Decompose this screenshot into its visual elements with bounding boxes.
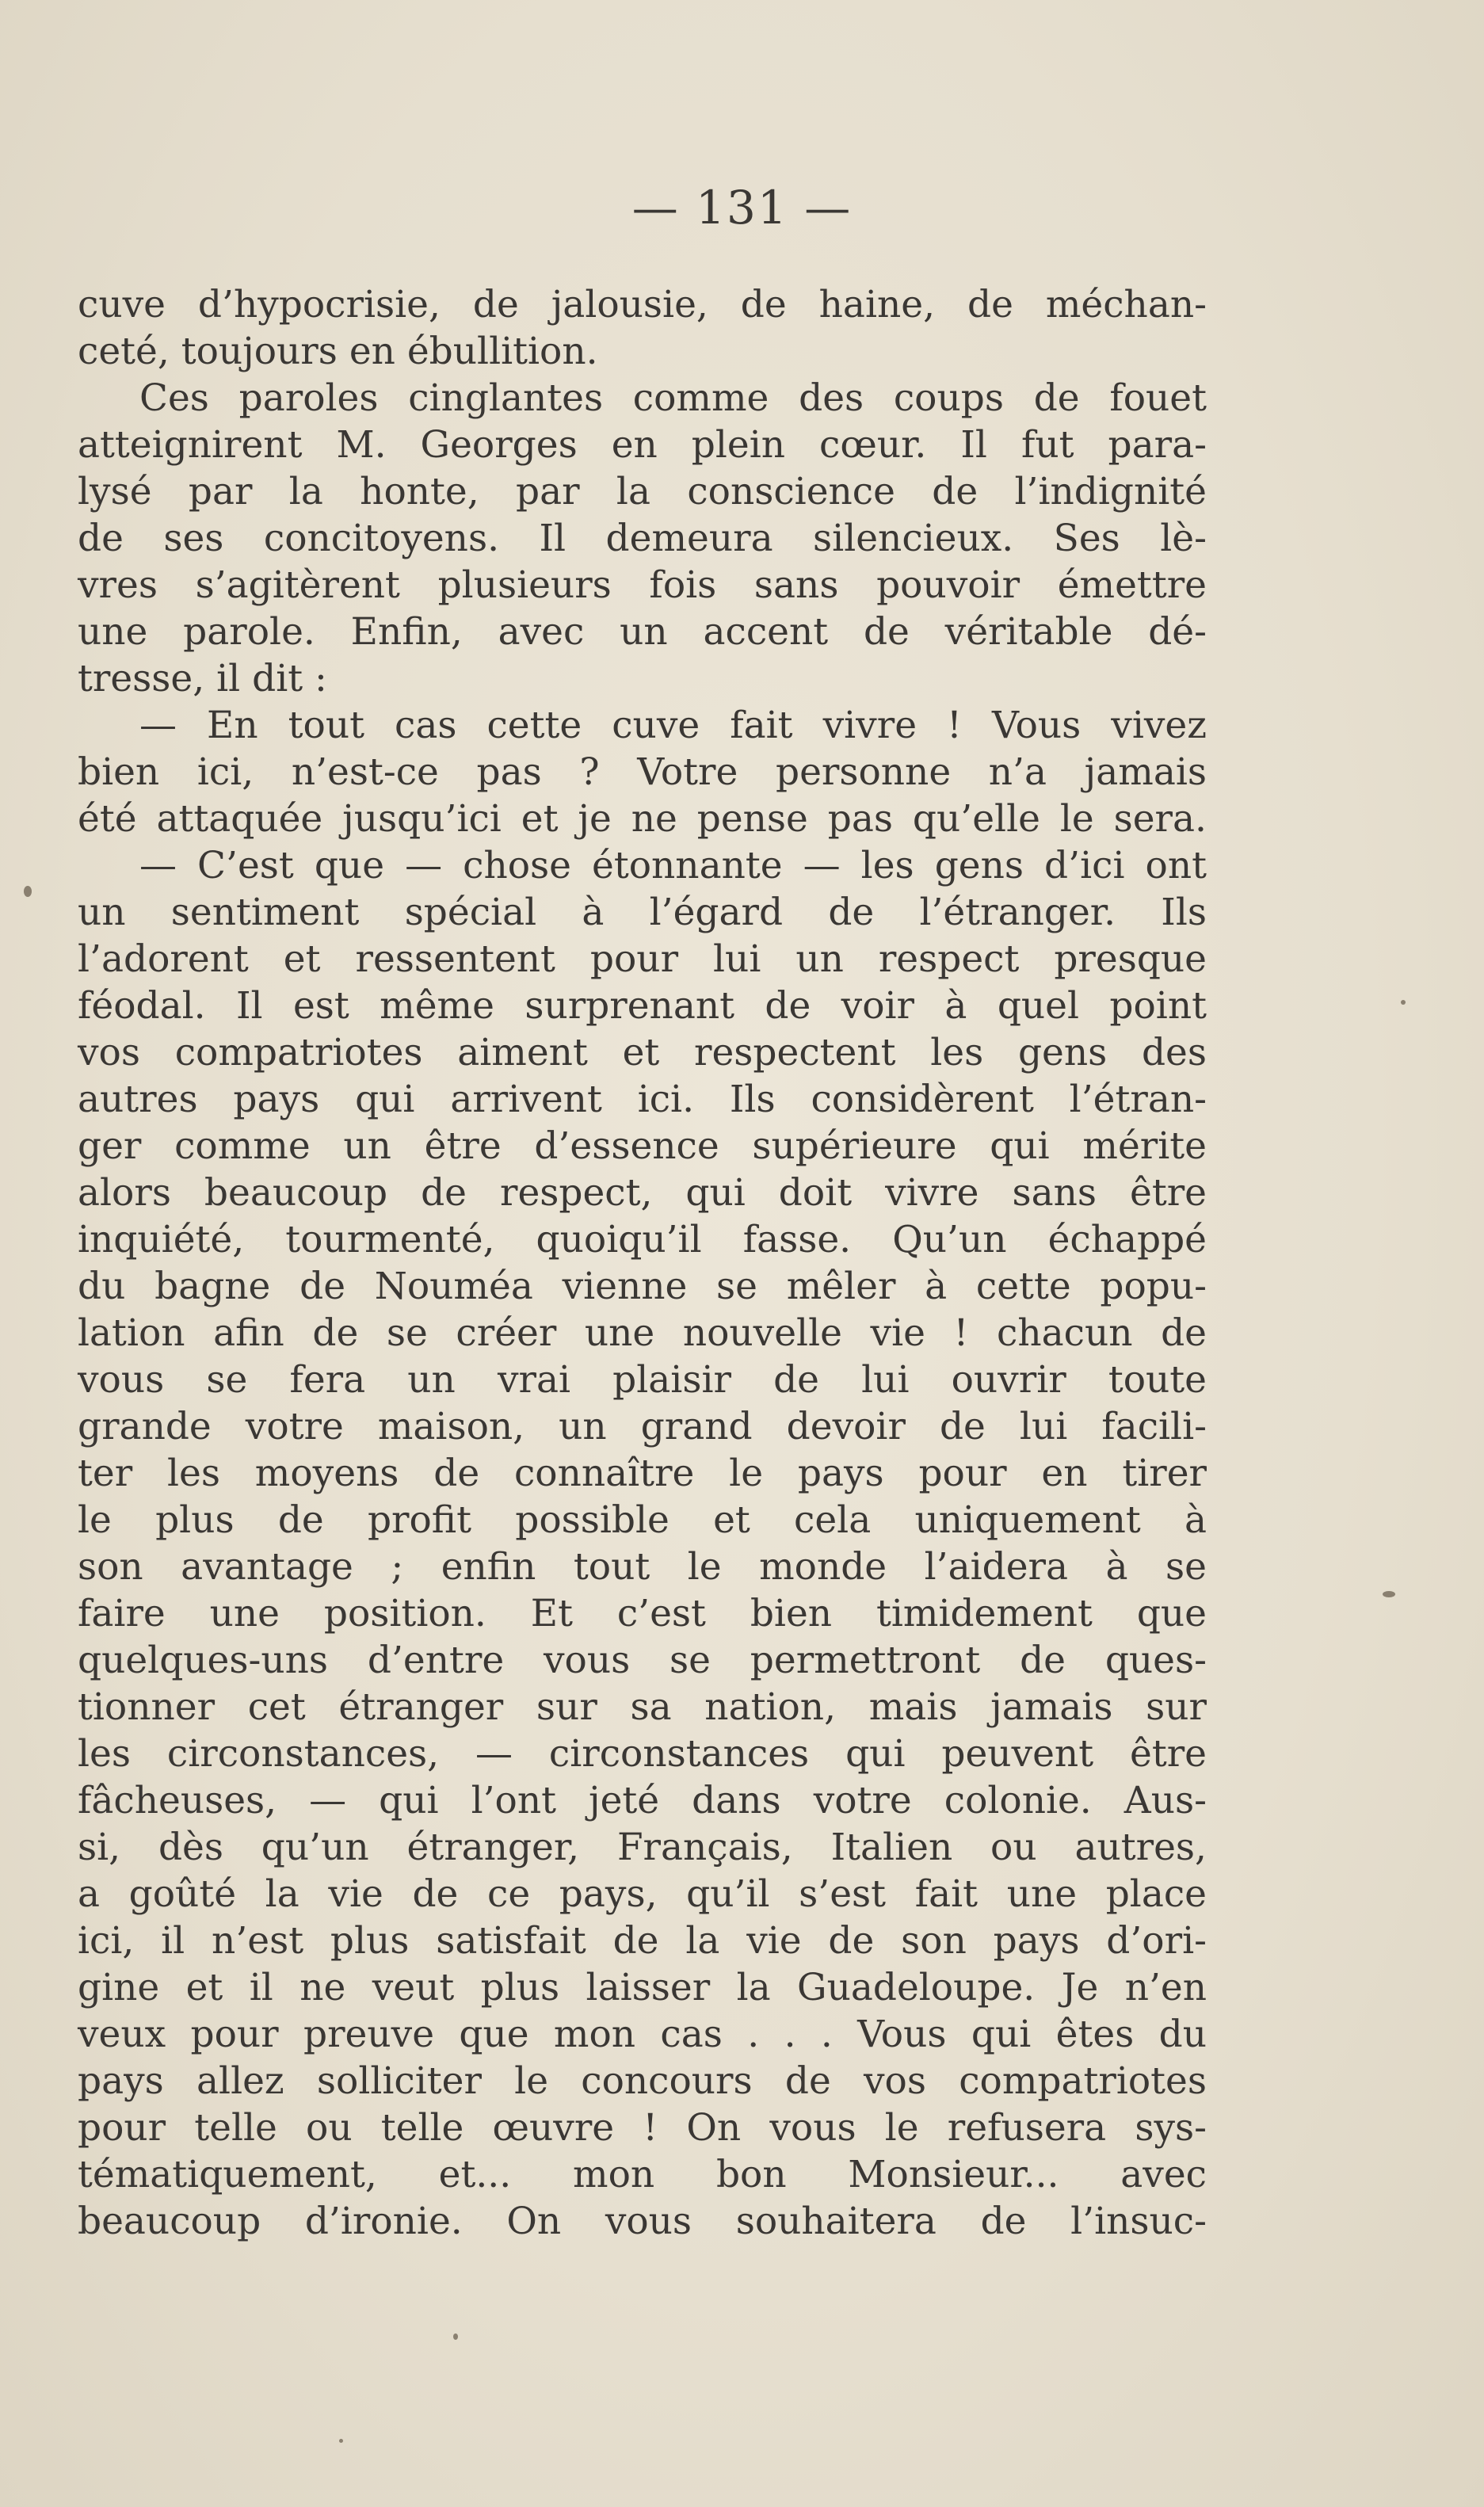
text-line: féodal. Il est même surprenant de voir à quel point [78,984,1207,1028]
paper-speck [339,2439,343,2443]
paper-speck [24,886,32,897]
text-line: cuve d’hypocrisie, de jalousie, de haine, de méchan- [78,283,1207,326]
text-line: lysé par la honte, par la conscience de l’indignité [78,470,1207,513]
text-line: le plus de profit possible et cela uniquement à [78,1498,1207,1542]
text-line: tresse, il dit : [78,657,327,700]
text-line: un sentiment spécial à l’égard de l’étranger. Ils [78,891,1207,934]
paper-speck [1383,1591,1395,1597]
text-line: a goûté la vie de ce pays, qu’il s’est fait une place [78,1872,1207,1916]
text-line: vos compatriotes aiment et respectent les gens des [78,1031,1207,1074]
text-line: ter les moyens de connaître le pays pour en tirer [78,1452,1207,1495]
text-line: alors beaucoup de respect, qui doit vivre sans être [78,1171,1207,1215]
text-line: été attaquée jusqu’ici et je ne pense pas qu’elle le sera. [78,797,1207,841]
page-number: — 131 — [631,181,853,235]
text-line: ici, il n’est plus satisfait de la vie de son pays d’ori- [78,1919,1207,1963]
text-line: l’adorent et ressentent pour lui un respect presque [78,937,1207,981]
text-line: les circonstances, — circonstances qui peuvent être [78,1732,1207,1776]
text-line: beaucoup d’ironie. On vous souhaitera de l’insuc- [78,2200,1207,2243]
text-line: bien ici, n’est-ce pas ? Votre personne n’a jamais [78,750,1207,794]
text-line: vous se fera un vrai plaisir de lui ouvrir toute [78,1358,1207,1402]
text-line: grande votre maison, un grand devoir de lui facili- [78,1405,1207,1448]
text-line: — C’est que — chose étonnante — les gens d’ici ont [139,844,1207,887]
text-line: du bagne de Nouméa vienne se mêler à cette popu- [78,1265,1207,1308]
text-line: pour telle ou telle œuvre ! On vous le refusera sys- [78,2106,1207,2150]
text-line: une parole. Enfin, avec un accent de véritable dé- [78,610,1207,654]
text-line: pays allez solliciter le concours de vos compatriotes [78,2059,1207,2103]
text-line: gine et il ne veut plus laisser la Guadeloupe. Je n’en [78,1966,1207,2009]
text-line: inquiété, tourmenté, quoiqu’il fasse. Qu’un échappé [78,1218,1207,1261]
text-line: de ses concitoyens. Il demeura silencieux. Ses lè- [78,517,1207,560]
text-line: tionner cet étranger sur sa nation, mais jamais sur [78,1685,1207,1729]
paper-speck [1401,1000,1406,1005]
text-line: Ces paroles cinglantes comme des coups de fouet [139,376,1207,420]
text-line: autres pays qui arrivent ici. Ils considèrent l’étran- [78,1078,1207,1121]
text-line: veux pour preuve que mon cas . . . Vous qui êtes du [78,2013,1207,2056]
text-line: son avantage ; enfin tout le monde l’aidera à se [78,1545,1207,1589]
text-line: lation afin de se créer une nouvelle vie ! chacun de [78,1311,1207,1355]
text-line: atteignirent M. Georges en plein cœur. Il fut para- [78,423,1207,467]
text-line: faire une position. Et c’est bien timidement que [78,1592,1207,1635]
body-text [78,281,1207,2245]
text-line: ger comme un être d’essence supérieure qui mérite [78,1124,1207,1168]
text-line: tématiquement, et... mon bon Monsieur... avec [78,2153,1207,2196]
text-line: si, dès qu’un étranger, Français, Italien ou autres, [78,1826,1207,1869]
paper-speck [453,2333,458,2340]
text-line: fâcheuses, — qui l’ont jeté dans votre colonie. Aus- [78,1779,1207,1822]
text-line: vres s’agitèrent plusieurs fois sans pouvoir émettre [78,563,1207,607]
text-line: quelques-uns d’entre vous se permettront de ques- [78,1639,1207,1682]
text-line: ceté, toujours en ébullition. [78,330,598,373]
text-line: — En tout cas cette cuve fait vivre ! Vous vivez [139,704,1207,747]
